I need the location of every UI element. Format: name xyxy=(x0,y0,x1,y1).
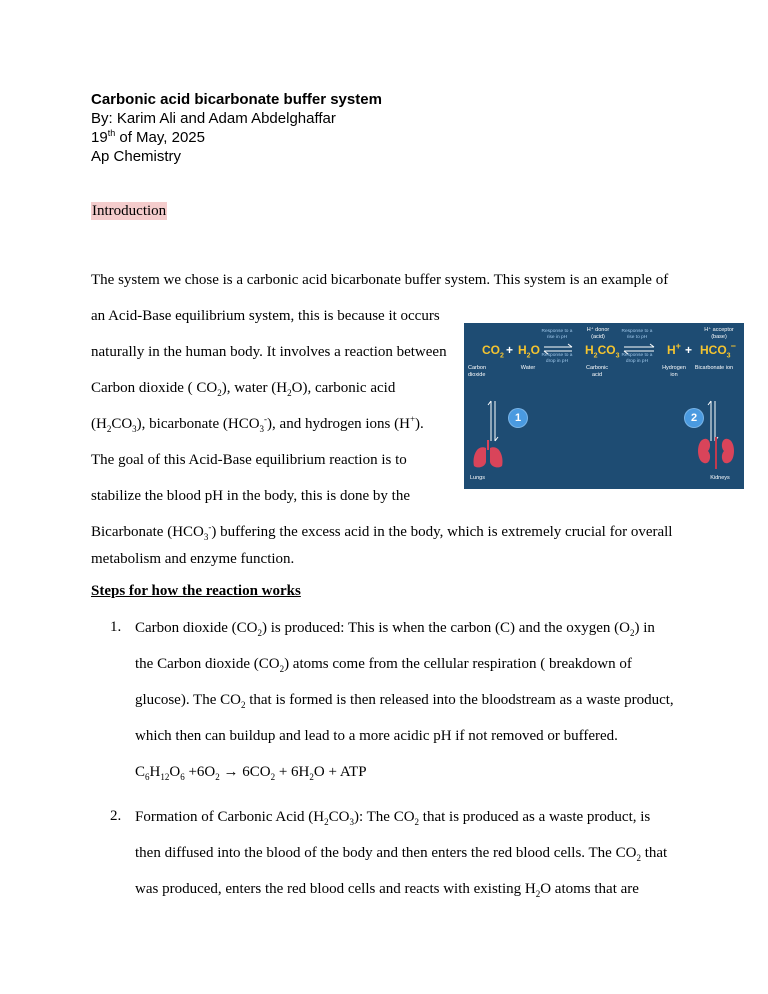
note-drop-2: Response to a drop in pH xyxy=(621,353,653,364)
respiration-equation: $C_6H_{12}O_6 +6O_2 \to 6CO_2 + 6H_2O$ + ATP xyxy=(135,764,367,782)
formula-h2co3: $H_2CO_3$ xyxy=(585,343,620,360)
document-title: Carbonic acid bicarbonate buffer system xyxy=(91,91,382,108)
step-2-line-3: was produced, enters the red blood cells and reacts with existing $H_2O$ atoms that are xyxy=(135,881,639,899)
document-authors: By: Karim Ali and Adam Abdelghaffar xyxy=(91,110,336,127)
step-2-line-2: then diffused into the blood of the body and then enters the red blood cells. The $CO_2$ that xyxy=(135,845,668,863)
step-1-line-3: glucose). The $CO_2$ that is formed is then released into the bloodstream as a waste product, xyxy=(135,692,674,710)
badge-1: 1 xyxy=(508,408,528,428)
document-course: Ap Chemistry xyxy=(91,148,182,165)
label-kidneys: Kidneys xyxy=(710,475,730,481)
badge-2: 2 xyxy=(684,408,704,428)
label-hydrogen-ion: Hydrogen ion xyxy=(662,365,686,378)
kidneys-icon xyxy=(696,435,736,469)
label-bicarbonate-ion: Bicarbonate ion xyxy=(694,365,734,371)
document-header xyxy=(91,90,382,166)
intro-line-4: Carbon dioxide ( $CO_2$), water $(H_2O)$, carbonic acid xyxy=(91,380,396,398)
step-1-line-1: Carbon dioxide $(CO_2)$ is produced: This is when the carbon (C) and the oxygen $(O_2)$ in xyxy=(135,620,655,638)
label-carbon-dioxide: Carbon dioxide xyxy=(468,365,487,378)
introduction-heading: Introduction xyxy=(92,203,167,219)
buffer-diagram xyxy=(464,323,744,489)
intro-line-9: metabolism and enzyme function. xyxy=(91,551,295,567)
note-acceptor: H⁺ acceptor (base) xyxy=(704,327,734,340)
intro-line-2: an Acid-Base equilibrium system, this is because it occurs xyxy=(91,308,440,324)
note-drop-1: Response to a drop in pH xyxy=(541,353,573,364)
lungs-icon xyxy=(470,438,506,470)
step-2-number: 2. xyxy=(110,808,122,824)
formula-h2o: $H_2O$ xyxy=(518,343,540,360)
formula-co2: $CO_2$ xyxy=(482,343,504,360)
intro-line-7: stabilize the blood pH in the body, this is done by the xyxy=(91,488,410,504)
intro-line-3: naturally in the human body. It involves a reaction between xyxy=(91,344,447,360)
document-date: 19th of May, 2025 xyxy=(91,128,205,146)
intro-line-6: The goal of this Acid-Base equilibrium reaction is to xyxy=(91,452,407,468)
step-2-line-1: Formation of Carbonic Acid $(H_2CO_3)$: The $CO_2$ that is produced as a waste product, is xyxy=(135,809,651,827)
note-rise-2: Response to a rise to pH xyxy=(621,329,653,340)
step-1-line-2: the Carbon dioxide $(CO_2)$ atoms come from the cellular respiration ( breakdown of xyxy=(135,656,632,674)
plus-sign-2: + xyxy=(685,343,693,357)
note-donor: H⁺ donor (acid) xyxy=(586,327,610,340)
steps-heading: Steps for how the reaction works xyxy=(91,583,301,599)
step-1-number: 1. xyxy=(110,619,122,635)
formula-h-ion: H+ xyxy=(667,341,681,357)
step-1-line-4: which then can buildup and lead to a more acidic pH if not removed or buffered. xyxy=(135,728,618,744)
intro-line-8: Bicarbonate $(HCO_3^-)$ buffering the excess acid in the body, which is extremely crucial for overall xyxy=(91,522,673,542)
formula-hco3: $HCO_3^-$ xyxy=(700,341,736,360)
label-water: Water xyxy=(520,365,536,371)
plus-sign-1: + xyxy=(506,343,514,357)
note-rise-1: Response to a rise in pH xyxy=(541,329,573,340)
intro-line-5: $(H_2CO_3)$, bicarbonate $(HCO_3^-)$, and hydrogen ions (H+). xyxy=(91,414,424,434)
intro-line-1: The system we chose is a carbonic acid bicarbonate buffer system. This system is an example of xyxy=(91,272,669,288)
label-carbonic-acid: Carbonic acid xyxy=(585,365,608,378)
label-lungs: Lungs xyxy=(470,475,485,481)
